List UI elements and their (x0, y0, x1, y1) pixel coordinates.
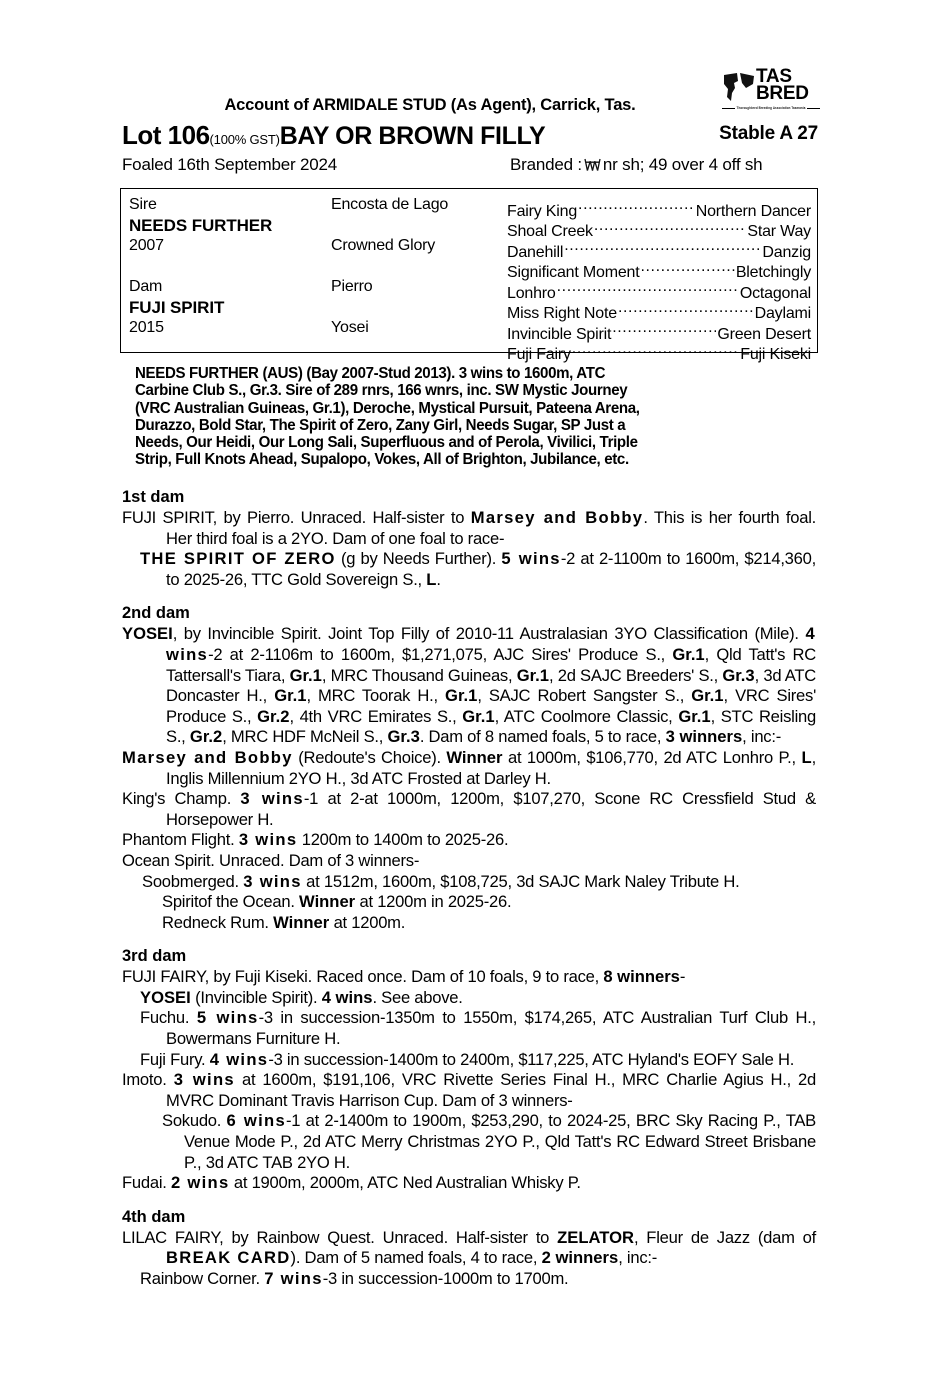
emphasised-text: Marsey and Bobby (470, 508, 644, 527)
logo-line-1: TAS (756, 66, 792, 87)
pedigree-entry (122, 913, 816, 934)
pedigree-greatgrandparent-name: Miss Right Note (507, 305, 617, 322)
entry-text: , by Invincible Spirit. Joint Top Filly of 2010-11 Australasian 3YO Classification (Mile). (172, 624, 806, 644)
branded-detail: nr sh; 49 over 4 off sh (602, 155, 763, 174)
emphasised-text: Winner (273, 912, 330, 932)
emphasised-text: 2 wins (170, 1173, 230, 1193)
emphasised-text: L (801, 747, 812, 767)
entry-text: , 2d SAJC Breeders' S., (549, 665, 723, 685)
entry-text: , Fleur de Jazz (dam of (633, 1227, 816, 1247)
pedigree-parent-meta: 2007 (129, 237, 164, 254)
entry-text: 1200m to 1400m to 2025-26. (297, 830, 509, 850)
pedigree-parent-meta: Sire (129, 196, 157, 213)
emphasised-text: THE SPIRIT OF ZERO (140, 549, 336, 569)
sire-summary-line: (VRC Australian Guineas, Gr.1), Deroche, Mystical Pursuit, Pateena Arena, (135, 399, 640, 417)
emphasised-text: 5 wins (501, 549, 561, 569)
pedigree-entry (122, 830, 816, 851)
pedigree-entry (122, 967, 816, 988)
entry-text: at 1000m, $106,770, 2d ATC Lonhro P., (502, 747, 802, 767)
pedigree-entry (122, 1228, 816, 1269)
pedigree-greatgrandparent-sire: Green Desert (717, 325, 811, 343)
entry-text: at 1200m in 2025-26. (355, 892, 512, 912)
emphasised-text: ZELATOR (557, 1227, 634, 1247)
pedigree-entry (122, 1111, 816, 1173)
pedigree-entry (122, 851, 816, 872)
foaled-date: Foaled 16th September 2024 (122, 155, 338, 174)
emphasised-text: Gr.1 (516, 665, 549, 685)
entry-text: , ATC Coolmore Classic, (494, 706, 679, 726)
stable-number: Stable A 27 (719, 123, 818, 144)
leader-dots (594, 216, 747, 237)
logo-tagline: Thoroughbred Breeding Association Tasmania (736, 106, 806, 110)
entry-text: -1 at 2-at 1000m, 1200m, $107,270, Scone RC Cressfield Stud & Horsepower H. (166, 789, 816, 829)
entry-text: King's Champ. (122, 789, 241, 809)
pedigree-greatgrandparent-sire: Star Way (747, 223, 811, 240)
entry-text: -3 in succession-1400m to 2400m, $117,225, ATC Hyland's EOFY Sale H. (268, 1049, 795, 1069)
entry-text: . This is her fourth foal. Her third foal is a 2YO. Dam of one foal to race- (166, 508, 816, 548)
dam-heading: 4th dam (122, 1207, 186, 1226)
emphasised-text: Gr.1 (462, 706, 495, 726)
leader-dots (557, 277, 739, 298)
emphasised-text: 7 wins (264, 1269, 323, 1288)
pedigree-column-grandparents (331, 195, 506, 359)
pedigree-body (122, 486, 816, 1290)
pedigree-column-parents (129, 195, 329, 359)
entry-text: at 1512m, 1600m, $108,725, 3d SAJC Mark Naley Tribute H. (301, 871, 740, 891)
emphasised-text: 3 wins (238, 830, 298, 850)
pedigree-grandparent: Pierro (331, 278, 373, 295)
entry-text: . Dam of 8 named foals, 5 to race, (419, 727, 666, 747)
entry-text: - (679, 967, 686, 987)
pedigree-greatgrandparent-name: Fairy King (507, 202, 578, 220)
entry-text: Fuji Fury. (140, 1049, 210, 1069)
pedigree-entry (122, 1173, 816, 1194)
dam-heading: 2nd dam (122, 604, 190, 623)
entry-text: -1 at 2-1400m to 1900m, $253,290, to 2024-25, BRC Sky Racing P., TAB Venue Mode P., 2d ATC Merry Christmas 2YO P., Qld Tatt's RC Edward Street Brisbane P., 3d ATC TAB 2YO H. (184, 1111, 816, 1172)
entry-text: , inc:- (618, 1248, 658, 1268)
emphasised-text: Gr.3 (722, 665, 755, 685)
entry-text: FUJI FAIRY, by Fuji Kiseki. Raced once. Dam of 10 foals, 9 to race, (122, 967, 604, 987)
gst-note: (100% GST) (209, 132, 280, 147)
entry-text: (Redoute's Choice). (292, 747, 447, 767)
emphasised-text: 4 wins (209, 1049, 269, 1069)
pedigree-grandparent: Yosei (331, 319, 369, 336)
pedigree-grandparent: Encosta de Lago (331, 196, 449, 213)
pedigree-greatgrandparent-name: Invincible Spirit (507, 325, 612, 343)
entry-text: at 1900m, 2000m, ATC Ned Australian Whisky P. (229, 1173, 581, 1193)
emphasised-text: Gr.1 (274, 686, 307, 706)
leader-dots (572, 339, 739, 360)
foaled-line (122, 155, 818, 175)
logo-line-2: BRED (756, 83, 809, 104)
pedigree-greatgrandparent-name: Significant Moment (507, 264, 640, 281)
entry-text: , MRC HDF McNeil S., (222, 727, 388, 747)
dam-heading: 1st dam (122, 488, 185, 506)
pedigree-entry (122, 1050, 816, 1071)
entry-text: Rainbow Corner. (140, 1269, 265, 1288)
entry-text: Redneck Rum. (162, 912, 274, 932)
entry-text: Spiritof the Ocean. (162, 892, 300, 912)
entry-text: ). Dam of 5 named foals, 4 to race, (290, 1248, 542, 1268)
pedigree-entry (122, 892, 816, 913)
pedigree-greatgrandparent-sire: Fuji Kiseki (740, 346, 811, 363)
entry-text: , Qld Tatt's RC Tattersall's Tiara, (166, 644, 816, 685)
emphasised-text: 3 winners (665, 727, 743, 747)
entry-text: , MRC Thousand Guineas, (321, 665, 517, 685)
emphasised-text: YOSEI (140, 987, 191, 1007)
colour-and-sex: BAY OR BROWN FILLY (279, 122, 546, 150)
entry-text: , VRC Sires' Produce S., (166, 686, 816, 726)
pedigree-greatgrandparent-sire: Danzig (762, 243, 811, 261)
emphasised-text: Winner (299, 892, 356, 912)
entry-text: , inc:- (742, 727, 781, 747)
entry-text: LILAC FAIRY, by Rainbow Quest. Unraced. Half-sister to (122, 1227, 558, 1247)
entry-text: (Invincible Spirit). (190, 987, 322, 1007)
pedigree-parent-meta: Dam (129, 278, 163, 295)
emphasised-text: 6 wins (226, 1111, 287, 1131)
emphasised-text: 3 wins (173, 1070, 235, 1090)
entry-text: . (436, 569, 441, 589)
pedigree-greatgrandparent-sire: Daylami (754, 305, 811, 322)
entry-text: Soobmerged. (142, 871, 244, 891)
lot-heading (122, 120, 818, 150)
pedigree-column-greatgrandparents (507, 195, 811, 363)
emphasised-text: Gr.1 (672, 644, 705, 664)
emphasised-text: 5 wins (196, 1008, 259, 1028)
entry-text: at 1600m, $191,106, VRC Rivette Series Final H., MRC Charlie Agius H., 2d MVRC Dominant Travis Harrison Cup. Dam of 3 winners- (166, 1070, 816, 1110)
entry-text: Fudai. (122, 1173, 171, 1193)
entry-text: (g by Needs Further). (335, 549, 502, 569)
pedigree-greatgrandparent-row (507, 195, 811, 220)
entry-text: Fuchu. (140, 1008, 197, 1028)
entry-text: -2 at 2-1106m to 1600m, $1,271,075, AJC Sires' Produce S., (208, 644, 673, 664)
pedigree-table (120, 188, 818, 363)
leader-dots (612, 318, 716, 339)
pedigree-entry (122, 624, 816, 748)
pedigree-parent-name: FUJI SPIRIT (129, 297, 225, 317)
emphasised-text: Gr.1 (445, 686, 478, 706)
entry-text: Phantom Flight. (122, 830, 239, 850)
sire-summary-line: Needs, Our Heidi, Our Long Sali, Superfluous and of Perola, Vivilici, Triple (135, 434, 638, 452)
pedigree-entry (122, 549, 816, 590)
entry-text: , 3d ATC Doncaster H., (166, 665, 816, 706)
pedigree-greatgrandparent-name: Lonhro (507, 284, 556, 302)
emphasised-text: Gr.2 (189, 727, 223, 747)
pedigree-greatgrandparent-sire: Northern Dancer (695, 202, 811, 220)
emphasised-text: Gr.1 (289, 665, 322, 685)
entry-text: FUJI SPIRIT, by Pierro. Unraced. Half-sister to (122, 508, 471, 527)
leader-dots (640, 257, 734, 278)
pedigree-entry (122, 872, 816, 893)
entry-text: at 1200m. (329, 912, 406, 932)
pedigree-greatgrandparent-name: Fuji Fairy (507, 346, 571, 363)
entry-text: -3 in succession-1350m to 1550m, $174,265, ATC Australian Turf Club H., Bowermans Furniture H. (166, 1008, 816, 1049)
emphasised-text: 3 wins (243, 871, 302, 891)
pedigree-grandparent: Crowned Glory (331, 237, 436, 254)
dam-heading: 3rd dam (122, 947, 187, 966)
pedigree-entry (122, 1008, 816, 1049)
emphasised-text: YOSEI (122, 624, 173, 644)
leader-dots (578, 195, 695, 216)
emphasised-text: Gr.1 (691, 686, 724, 706)
entry-text: . See above. (372, 987, 463, 1007)
account-line: Account of ARMIDALE STUD (As Agent), Carrick, Tas. (224, 96, 636, 114)
emphasised-text: 3 wins (240, 789, 304, 809)
entry-text: , 4th VRC Emirates S., (289, 706, 463, 726)
entry-text: , STC Reisling S., (166, 706, 816, 747)
sire-summary-line: Strip, Full Knots Ahead, Supalopo, Vokes, All of Brighton, Jubilance, etc. (135, 451, 629, 469)
entry-text: -3 in succession-1000m to 1700m. (322, 1269, 569, 1288)
sire-summary-line: Durazzo, Bold Star, The Spirit of Zero, Zany Girl, Needs Sugar, SP Just a (135, 416, 626, 434)
w-brand-icon (584, 158, 601, 172)
sire-summary-line: NEEDS FURTHER (AUS) (Bay 2007-Stud 2013). 3 wins to 1600m, ATC (135, 365, 606, 382)
pedigree-entry (122, 1269, 816, 1290)
emphasised-text: 4 wins (166, 624, 816, 664)
emphasised-text: Gr.2 (257, 706, 290, 726)
emphasised-text: 2 winners (541, 1248, 619, 1268)
leader-dots (564, 236, 761, 257)
pedigree-greatgrandparent-name: Shoal Creek (507, 223, 593, 240)
pedigree-entry (122, 789, 816, 830)
pedigree-parent-meta: 2015 (129, 319, 164, 336)
emphasised-text: Gr.1 (678, 706, 711, 726)
pedigree-greatgrandparent-sire: Octagonal (739, 284, 811, 302)
pedigree-entry (122, 988, 816, 1009)
emphasised-text: Marsey and Bobby (122, 747, 293, 767)
emphasised-text: L (426, 569, 437, 589)
entry-text: , MRC Toorak H., (306, 686, 446, 706)
sire-summary-line: Carbine Club S., Gr.3. Sire of 289 rnrs, 166 wnrs, inc. SW Mystic Journey (135, 382, 628, 400)
emphasised-text: 8 winners (603, 967, 680, 987)
branded-line (510, 155, 762, 175)
entry-text: , SAJC Robert Sangster S., (477, 686, 692, 706)
emphasised-text: Gr.3 (387, 727, 420, 747)
entry-text: , Inglis Millennium 2YO H., 3d ATC Frosted at Darley H. (166, 747, 816, 788)
sire-summary-paragraph (135, 365, 797, 469)
pedigree-entry (122, 508, 816, 549)
emphasised-text: 4 wins (321, 987, 373, 1007)
pedigree-greatgrandparent-sire: Bletchingly (735, 264, 811, 281)
pedigree-greatgrandparent-name: Danehill (507, 243, 564, 261)
entry-text: -2 at 2-1100m to 1600m, $214,360, to 2025-26, TTC Gold Sovereign S., (166, 549, 816, 589)
branded-label: Branded : (510, 155, 582, 174)
entry-text: Imoto. (122, 1070, 174, 1090)
pedigree-entry (122, 748, 816, 789)
leader-dots (618, 298, 754, 319)
pedigree-entry (122, 1070, 816, 1111)
emphasised-text: Winner (446, 747, 503, 767)
entry-text: Sokudo. (162, 1111, 227, 1131)
pedigree-parent-name: NEEDS FURTHER (129, 215, 273, 235)
emphasised-text: BREAK CARD (166, 1248, 291, 1268)
entry-text: Ocean Spirit. Unraced. Dam of 3 winners- (122, 850, 420, 870)
lot-number: Lot 106 (122, 120, 210, 150)
